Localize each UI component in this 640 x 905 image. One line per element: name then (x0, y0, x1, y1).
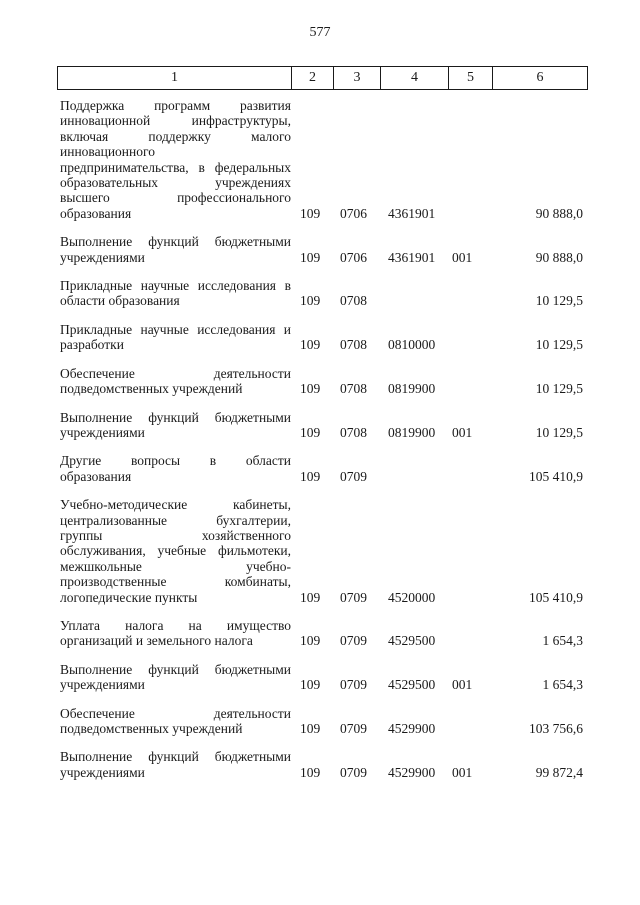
row-target-article: 4520000 (388, 589, 436, 605)
row-description-line: Уплата налога на имущество (60, 617, 291, 633)
row-description (57, 749, 291, 780)
row-description-line: учреждениями (60, 249, 145, 265)
row-ministry-code: 109 (300, 468, 321, 484)
table-row (57, 322, 587, 353)
row-amount: 90 888,0 (535, 249, 583, 265)
table-row (57, 497, 587, 605)
row-ministry-code: 109 (300, 589, 321, 605)
row-description (57, 410, 291, 441)
row-description-line: подведомственных учреждений (60, 381, 243, 397)
row-description-line: централизованные бухгалтерии, (60, 512, 291, 528)
row-amount: 10 129,5 (535, 293, 583, 309)
row-expense-type: 001 (452, 677, 473, 693)
row-description-line: области образования (60, 293, 180, 309)
budget-rows (57, 98, 587, 793)
row-description (57, 278, 291, 309)
row-description-line: Поддержка программ развития (60, 98, 291, 113)
row-description-line: высшего профессионального (60, 190, 291, 206)
row-target-article: 0819900 (388, 381, 436, 397)
row-ministry-code: 109 (300, 337, 321, 353)
row-amount: 105 410,9 (529, 589, 583, 605)
row-description-line: Учебно-методические кабинеты, (60, 497, 291, 513)
table-row (57, 618, 587, 649)
row-description-line: учреждениями (60, 764, 145, 780)
row-description (57, 618, 291, 649)
row-ministry-code: 109 (300, 381, 321, 397)
row-amount: 90 888,0 (535, 205, 583, 221)
row-description-line: образовательных учреждениях (60, 175, 291, 191)
row-description-line: учреждениями (60, 677, 145, 693)
row-amount: 105 410,9 (529, 468, 583, 484)
column-header-5: 5 (449, 67, 493, 90)
row-description-line: образования (60, 468, 132, 484)
table-row (57, 410, 587, 441)
column-header-3: 3 (334, 67, 381, 90)
row-description-line: инновационного (60, 144, 155, 160)
row-ministry-code: 109 (300, 205, 321, 221)
row-description-line: Прикладные научные исследования и (60, 321, 291, 337)
row-amount: 1 654,3 (542, 677, 583, 693)
column-header-2: 2 (292, 67, 334, 90)
row-section-code: 0708 (340, 424, 367, 440)
row-ministry-code: 109 (300, 764, 321, 780)
row-section-code: 0709 (340, 468, 367, 484)
row-description-line: включая поддержку малого (60, 128, 291, 144)
row-target-article: 4529900 (388, 764, 436, 780)
row-expense-type: 001 (452, 249, 473, 265)
column-header-1: 1 (58, 67, 292, 90)
table-row (57, 453, 587, 484)
row-description-line: Выполнение функций бюджетными (60, 234, 291, 250)
row-ministry-code: 109 (300, 633, 321, 649)
row-description-line: учреждениями (60, 424, 145, 440)
row-description-line: межшкольные учебно- (60, 558, 291, 574)
row-section-code: 0709 (340, 633, 367, 649)
page-number: 577 (309, 25, 331, 40)
row-section-code: 0708 (340, 293, 367, 309)
row-description (57, 234, 291, 265)
row-target-article: 0810000 (388, 337, 436, 353)
row-target-article: 4529500 (388, 633, 436, 649)
row-section-code: 0709 (340, 764, 367, 780)
row-amount: 103 756,6 (529, 721, 583, 736)
row-target-article: 4529900 (388, 721, 436, 736)
table-row (57, 706, 587, 737)
row-description-line: разработки (60, 337, 124, 353)
row-description-line: Прикладные научные исследования в (60, 278, 291, 294)
row-description-line: организаций и земельного налога (60, 633, 253, 649)
row-description (57, 366, 291, 397)
row-ministry-code: 109 (300, 721, 321, 736)
row-ministry-code: 109 (300, 293, 321, 309)
row-description (57, 98, 291, 221)
row-section-code: 0709 (340, 589, 367, 605)
row-description-line: производственные комбинаты, (60, 574, 291, 590)
row-expense-type: 001 (452, 424, 473, 440)
column-header-row (58, 67, 588, 90)
row-description-line: Выполнение функций бюджетными (60, 409, 291, 425)
row-ministry-code: 109 (300, 249, 321, 265)
row-description-line: группы хозяйственного (60, 527, 291, 543)
row-description-line: Обеспечение деятельности (60, 365, 291, 381)
row-target-article: 0819900 (388, 424, 436, 440)
row-description-line: обслуживания, учебные фильмотеки, (60, 543, 291, 559)
row-description-line: инновационной инфраструктуры, (60, 113, 291, 129)
row-section-code: 0708 (340, 337, 367, 353)
table-row (57, 662, 587, 693)
row-expense-type: 001 (452, 764, 473, 780)
row-description-line: Выполнение функций бюджетными (60, 661, 291, 677)
row-target-article: 4529500 (388, 677, 436, 693)
table-row (57, 98, 587, 221)
row-amount: 1 654,3 (542, 633, 583, 649)
table-row (57, 749, 587, 780)
row-description-line: подведомственных учреждений (60, 721, 243, 736)
row-amount: 10 129,5 (535, 424, 583, 440)
row-description-line: логопедические пункты (60, 589, 198, 605)
row-amount: 99 872,4 (535, 764, 583, 780)
table-row (57, 278, 587, 309)
row-amount: 10 129,5 (535, 381, 583, 397)
row-amount: 10 129,5 (535, 337, 583, 353)
row-section-code: 0706 (340, 205, 367, 221)
row-description-line: Обеспечение деятельности (60, 705, 291, 721)
row-target-article: 4361901 (388, 249, 436, 265)
row-description (57, 706, 291, 737)
row-description-line: Другие вопросы в области (60, 453, 291, 469)
row-description-line: образования (60, 205, 132, 221)
row-description (57, 662, 291, 693)
row-description (57, 453, 291, 484)
column-header-4: 4 (381, 67, 449, 90)
row-description-line: Выполнение функций бюджетными (60, 749, 291, 765)
row-target-article: 4361901 (388, 205, 436, 221)
table-row (57, 366, 587, 397)
row-section-code: 0709 (340, 677, 367, 693)
row-ministry-code: 109 (300, 424, 321, 440)
row-section-code: 0706 (340, 249, 367, 265)
row-section-code: 0709 (340, 721, 367, 736)
row-description (57, 322, 291, 353)
row-description-line: предпринимательства, в федеральных (60, 159, 291, 175)
column-header-table (57, 66, 588, 90)
row-section-code: 0708 (340, 381, 367, 397)
column-header-6: 6 (493, 67, 588, 90)
row-description (57, 497, 291, 605)
row-ministry-code: 109 (300, 677, 321, 693)
table-row (57, 234, 587, 265)
